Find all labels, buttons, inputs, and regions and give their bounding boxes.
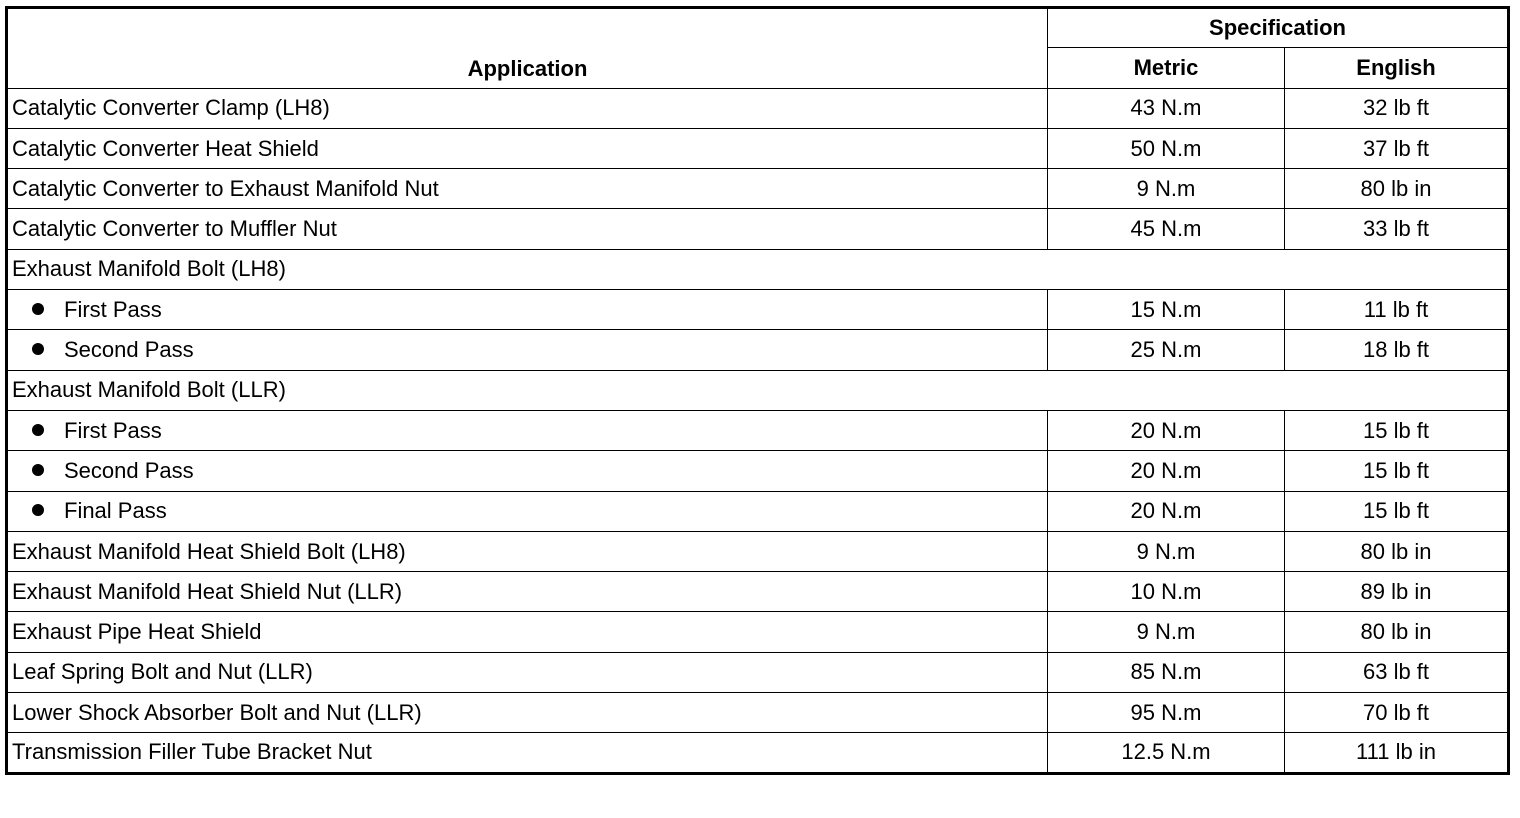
application-cell [7, 531, 1048, 571]
fastener-torque-table [5, 6, 1510, 775]
english-value-cell: 11 lb ft [1285, 290, 1509, 330]
english-value-cell: 70 lb ft [1285, 693, 1509, 733]
metric-value-cell: 9 N.m [1048, 169, 1285, 209]
application-label: Catalytic Converter Heat Shield [12, 135, 319, 161]
application-label: Second Pass [64, 457, 194, 483]
application-label: Catalytic Converter to Muffler Nut [12, 216, 337, 242]
application-cell [7, 169, 1048, 209]
metric-value-cell: 12.5 N.m [1048, 733, 1285, 773]
application-label: Transmission Filler Tube Bracket Nut [12, 739, 372, 765]
table-row [7, 290, 1509, 330]
english-value-cell: 32 lb ft [1285, 88, 1509, 128]
metric-value-cell: 25 N.m [1048, 330, 1285, 370]
metric-value-cell: 10 N.m [1048, 572, 1285, 612]
application-label: First Pass [64, 296, 162, 322]
application-label: Exhaust Manifold Heat Shield Bolt (LH8) [12, 538, 406, 564]
application-cell [7, 370, 1509, 410]
table-row [7, 572, 1509, 612]
english-value-cell: 80 lb in [1285, 531, 1509, 571]
english-value-cell: 33 lb ft [1285, 209, 1509, 249]
application-cell [7, 733, 1048, 773]
application-label: Final Pass [64, 498, 167, 524]
specification-column-header: Specification [1048, 8, 1509, 48]
table-body [7, 88, 1509, 773]
application-cell [7, 209, 1048, 249]
english-value-cell: 89 lb in [1285, 572, 1509, 612]
table-row [7, 733, 1509, 773]
metric-value-cell: 20 N.m [1048, 451, 1285, 491]
table-row [7, 612, 1509, 652]
table-row [7, 169, 1509, 209]
table-row [7, 128, 1509, 168]
application-cell [7, 612, 1048, 652]
table-row [7, 693, 1509, 733]
application-label: Exhaust Manifold Bolt (LLR) [12, 377, 286, 403]
metric-value-cell: 43 N.m [1048, 88, 1285, 128]
metric-value-cell: 20 N.m [1048, 491, 1285, 531]
english-value-cell: 15 lb ft [1285, 451, 1509, 491]
bullet-icon [32, 424, 44, 436]
application-cell [7, 330, 1048, 370]
application-label: Exhaust Pipe Heat Shield [12, 619, 262, 645]
application-cell [7, 491, 1048, 531]
application-label: Catalytic Converter to Exhaust Manifold Nut [12, 175, 439, 201]
english-value-cell: 37 lb ft [1285, 128, 1509, 168]
metric-value-cell: 85 N.m [1048, 652, 1285, 692]
metric-value-cell: 9 N.m [1048, 531, 1285, 571]
bullet-icon [32, 303, 44, 315]
english-value-cell: 111 lb in [1285, 733, 1509, 773]
application-cell [7, 290, 1048, 330]
application-cell [7, 451, 1048, 491]
table-header [7, 8, 1509, 89]
application-cell [7, 693, 1048, 733]
application-label: First Pass [64, 417, 162, 443]
table-row [7, 88, 1509, 128]
table-row [7, 652, 1509, 692]
english-value-cell: 80 lb in [1285, 612, 1509, 652]
application-cell [7, 128, 1048, 168]
application-cell [7, 88, 1048, 128]
table-group-row [7, 249, 1509, 289]
bullet-icon [32, 343, 44, 355]
metric-value-cell: 20 N.m [1048, 410, 1285, 450]
english-column-header: English [1285, 48, 1509, 88]
table-row [7, 531, 1509, 571]
metric-value-cell: 15 N.m [1048, 290, 1285, 330]
application-cell [7, 572, 1048, 612]
english-value-cell: 63 lb ft [1285, 652, 1509, 692]
metric-value-cell: 45 N.m [1048, 209, 1285, 249]
application-label: Leaf Spring Bolt and Nut (LLR) [12, 659, 313, 685]
metric-value-cell: 9 N.m [1048, 612, 1285, 652]
english-value-cell: 15 lb ft [1285, 410, 1509, 450]
table-row [7, 209, 1509, 249]
application-label: Lower Shock Absorber Bolt and Nut (LLR) [12, 699, 422, 725]
english-value-cell: 18 lb ft [1285, 330, 1509, 370]
application-cell [7, 410, 1048, 450]
metric-value-cell: 95 N.m [1048, 693, 1285, 733]
english-value-cell: 15 lb ft [1285, 491, 1509, 531]
table-group-row [7, 370, 1509, 410]
application-cell [7, 249, 1509, 289]
table-row [7, 330, 1509, 370]
table-row [7, 410, 1509, 450]
application-label: Second Pass [64, 337, 194, 363]
application-label: Exhaust Manifold Bolt (LH8) [12, 256, 286, 282]
bullet-icon [32, 464, 44, 476]
metric-value-cell: 50 N.m [1048, 128, 1285, 168]
table-row [7, 491, 1509, 531]
header-row-top [7, 8, 1509, 48]
metric-column-header: Metric [1048, 48, 1285, 88]
english-value-cell: 80 lb in [1285, 169, 1509, 209]
application-label: Catalytic Converter Clamp (LH8) [12, 95, 330, 121]
table-row [7, 451, 1509, 491]
application-cell [7, 652, 1048, 692]
application-column-header: Application [7, 8, 1048, 89]
bullet-icon [32, 504, 44, 516]
application-label: Exhaust Manifold Heat Shield Nut (LLR) [12, 578, 403, 604]
